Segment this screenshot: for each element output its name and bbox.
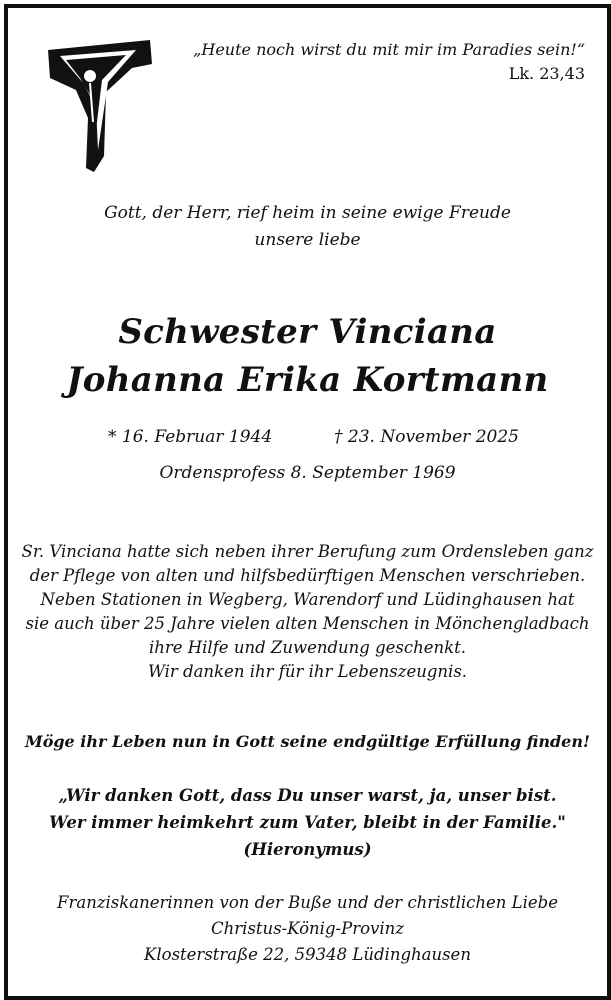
notice-frame	[4, 4, 611, 1000]
death-date: † 23. November 2025	[334, 427, 519, 447]
name-line: Schwester Vinciana	[118, 312, 497, 352]
closing-quote	[8, 782, 607, 863]
closing-quote-line: „Wir danken Gott, dass Du unser warst, ja, unser bist.	[58, 786, 557, 805]
tribute-line: Sr. Vinciana hatte sich neben ihrer Berufung zum Ordensleben ganz	[21, 542, 594, 561]
signature-line: Christus-König-Provinz	[211, 919, 404, 938]
tribute-line: Wir danken ihr für ihr Lebenszeugnis.	[147, 662, 468, 681]
name-line: Johanna Erika Kortmann	[66, 360, 549, 400]
deceased-name	[8, 308, 607, 404]
tribute-line: der Pflege von alten und hilfsbedürftigen Menschen verschrieben.	[29, 566, 586, 585]
wish-text: Möge ihr Leben nun in Gott seine endgültige Erfüllung finden!	[24, 732, 591, 751]
tribute-line: Neben Stationen in Wegberg, Warendorf und Lüdinghausen hat	[40, 590, 575, 609]
closing-quote-author: (Hieronymus)	[243, 840, 372, 859]
birth-date: * 16. Februar 1944	[108, 427, 273, 447]
tau-cross-icon	[46, 38, 156, 174]
signature-line: Franziskanerinnen von der Buße und der christlichen Liebe	[57, 893, 558, 912]
tribute-text	[8, 540, 607, 684]
closing-quote-line: Wer immer heimkehrt zum Vater, bleibt in der Familie."	[49, 813, 566, 832]
epigraph	[193, 38, 585, 86]
epigraph-reference: Lk. 23,43	[508, 64, 585, 83]
tribute-line: ihre Hilfe und Zuwendung geschenkt.	[148, 638, 467, 657]
tribute-line: sie auch über 25 Jahre vielen alten Menschen in Mönchengladbach	[25, 614, 590, 633]
intro	[8, 200, 607, 254]
epigraph-text: „Heute noch wirst du mit mir im Paradies sein!“	[193, 40, 585, 59]
signature	[8, 890, 607, 968]
profession-date: Ordensprofess 8. September 1969	[159, 463, 456, 483]
intro-line: unsere liebe	[254, 230, 361, 250]
intro-line: Gott, der Herr, rief heim in seine ewige Freude	[104, 203, 511, 223]
signature-line: Klosterstraße 22, 59348 Lüdinghausen	[144, 945, 471, 964]
